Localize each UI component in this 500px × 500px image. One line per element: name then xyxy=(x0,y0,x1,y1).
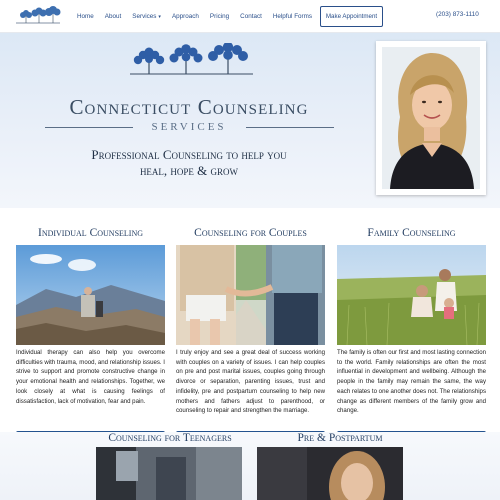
therapist-photo-frame xyxy=(376,41,486,195)
make-appointment-button[interactable]: Make Appointment xyxy=(320,6,383,27)
nav-item-home[interactable] xyxy=(77,13,94,20)
nav-item-approach[interactable] xyxy=(172,13,199,20)
nav-item-helpful-forms[interactable] xyxy=(273,13,312,20)
brand-name: Connecticut Counseling xyxy=(69,95,309,119)
nav-item-contact[interactable] xyxy=(240,13,262,20)
nav-item-label: Approach xyxy=(171,13,199,20)
main-menu xyxy=(77,0,323,33)
individual-counseling-image xyxy=(16,245,165,345)
nav-item-label: Pricing xyxy=(209,13,230,20)
nav-item-label: Services xyxy=(132,13,157,20)
service-title: Pre & Postpartum xyxy=(297,432,383,444)
hero-banner xyxy=(0,33,500,208)
service-title: Counseling for Teenagers xyxy=(108,432,232,444)
nav-item-services[interactable] xyxy=(132,13,161,20)
phone-link[interactable]: (203) 873-1110 xyxy=(436,11,479,18)
nav-item-label: Home xyxy=(77,13,94,20)
service-description: Individual therapy can also help you overcome difficulties with trauma, mood, and relationship issues. I strive to support and promote constructive change in your emotional health and relationships. Together, we look closely at what is causing feelings of dissatisfaction, lack of motivation, fear and pain. xyxy=(16,349,165,405)
brand-subtitle: SERVICES xyxy=(151,121,227,133)
divider xyxy=(246,127,334,128)
chevron-down-icon: ▾ xyxy=(158,13,161,20)
tagline-line-1: Professional Counseling to help you xyxy=(91,147,287,162)
nav-item-pricing[interactable] xyxy=(210,13,229,20)
nav-item-label: Helpful Forms xyxy=(272,13,313,20)
service-description: I truly enjoy and see a great deal of success working with couples on a variety of issues. I can help couples on pre and post marital issues, couples going through divorce or separation, parenting issues, trust and infidelity, pre and postpartum counseling to help new mothers and fathers adjust to parenthood, or counseling to repair and strengthen the marriage. xyxy=(176,349,325,415)
postpartum-image xyxy=(257,447,403,500)
nav-item-label: About xyxy=(104,13,122,20)
tagline-line-2: heal, hope & grow xyxy=(139,163,239,178)
service-title: Individual Counseling xyxy=(37,227,144,239)
more-services-section xyxy=(0,432,500,500)
teenagers-counseling-image xyxy=(96,447,242,500)
nav-item-label: Contact xyxy=(240,13,262,20)
brand-trees-icon xyxy=(124,43,259,81)
logo-trees-icon[interactable] xyxy=(14,5,62,27)
family-counseling-image xyxy=(337,245,486,345)
service-description: The family is often our first and most lasting connection to the world. Family relationships are often the most influential in development and wellbeing. Although the people in the family may remain the same, the way each relates to one another does not. The relationships change as different members of the family grow and change. xyxy=(337,349,486,415)
therapist-portrait-image xyxy=(382,47,480,189)
service-title: Family Counseling xyxy=(367,227,456,239)
nav-item-about[interactable] xyxy=(105,13,121,20)
top-nav xyxy=(0,0,500,33)
service-title: Counseling for Couples xyxy=(194,227,307,239)
couples-counseling-image xyxy=(176,245,325,345)
